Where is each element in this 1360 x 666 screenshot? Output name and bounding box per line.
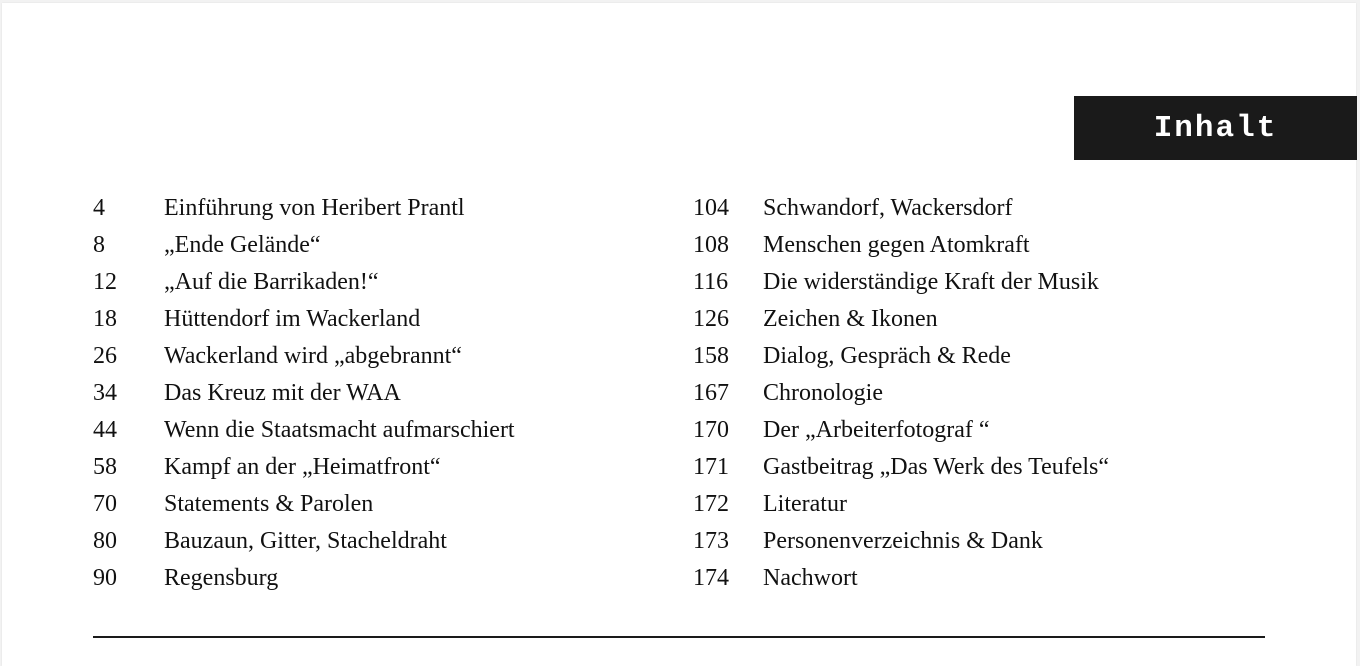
toc-page-number: 12 <box>93 269 117 295</box>
toc-entry <box>93 486 653 523</box>
toc-entry-title: Gastbeitrag „Das Werk des Teufels“ <box>763 454 1110 480</box>
toc-entry <box>93 264 653 301</box>
toc-entry <box>93 301 653 338</box>
toc-entry-title: Hüttendorf im Wackerland <box>164 306 421 332</box>
toc-entry-title: Zeichen & Ikonen <box>763 306 938 332</box>
toc-entry-title: Bauzaun, Gitter, Stacheldraht <box>164 528 447 554</box>
toc-page-number: 171 <box>693 454 729 480</box>
toc-page-number: 90 <box>93 565 117 591</box>
page-title: Inhalt <box>1153 110 1278 146</box>
toc-entry-title: Menschen gegen Atomkraft <box>763 232 1030 258</box>
toc-entry-title: Schwandorf, Wackersdorf <box>763 195 1013 221</box>
toc-page-number: 170 <box>693 417 729 443</box>
toc-column-left <box>93 190 653 597</box>
toc-entry-title: Der „Arbeiterfotograf “ <box>763 417 990 443</box>
toc-page-number: 158 <box>693 343 729 369</box>
toc-entry <box>693 338 1253 375</box>
toc-page-number: 8 <box>93 232 105 258</box>
toc-page-number: 116 <box>693 269 729 295</box>
toc-page-number: 167 <box>693 380 729 406</box>
toc-entry <box>93 523 653 560</box>
toc-page-number: 58 <box>93 454 117 480</box>
toc-entry <box>93 227 653 264</box>
toc-entry <box>693 523 1253 560</box>
toc-entry <box>693 412 1253 449</box>
toc-page-number: 44 <box>93 417 117 443</box>
toc-entry-title: „Ende Gelände“ <box>164 232 321 258</box>
toc-entry <box>93 190 653 227</box>
toc-entry-title: Kampf an der „Heimatfront“ <box>164 454 441 480</box>
toc-entry-title: Chronologie <box>763 380 883 406</box>
toc-entry <box>93 449 653 486</box>
toc-entry <box>693 560 1253 597</box>
toc-entry-title: Wenn die Staatsmacht aufmarschiert <box>164 417 515 443</box>
toc-page-number: 34 <box>93 380 117 406</box>
toc-page-number: 126 <box>693 306 729 332</box>
toc-entry <box>93 338 653 375</box>
toc-page-number: 104 <box>693 195 729 221</box>
toc-entry <box>693 227 1253 264</box>
toc-entry-title: Literatur <box>763 491 847 517</box>
contents-title-bar <box>1074 96 1357 160</box>
toc-page-number: 80 <box>93 528 117 554</box>
toc-page-number: 173 <box>693 528 729 554</box>
toc-entry <box>693 375 1253 412</box>
toc-entry <box>93 560 653 597</box>
bottom-divider <box>93 636 1265 638</box>
toc-page-number: 70 <box>93 491 117 517</box>
toc-entry-title: Nachwort <box>763 565 858 591</box>
toc-entry <box>693 449 1253 486</box>
toc-entry <box>93 375 653 412</box>
toc-entry-title: Statements & Parolen <box>164 491 374 517</box>
toc-page-number: 26 <box>93 343 117 369</box>
toc-page-number: 172 <box>693 491 729 517</box>
toc-entry-title: Personenverzeichnis & Dank <box>763 528 1043 554</box>
toc-page-number: 4 <box>93 195 105 221</box>
toc-page-number: 108 <box>693 232 729 258</box>
toc-entry <box>693 190 1253 227</box>
toc-entry-title: „Auf die Barrikaden!“ <box>164 269 379 295</box>
toc-entry <box>693 486 1253 523</box>
toc-entry <box>693 264 1253 301</box>
toc-entry <box>693 301 1253 338</box>
toc-page-number: 174 <box>693 565 729 591</box>
toc-entry-title: Regensburg <box>164 565 279 591</box>
toc-page-number: 18 <box>93 306 117 332</box>
toc-column-right <box>693 190 1253 597</box>
toc-entry-title: Wackerland wird „abgebrannt“ <box>164 343 462 369</box>
toc-entry-title: Das Kreuz mit der WAA <box>164 380 401 406</box>
toc-entry <box>93 412 653 449</box>
toc-entry-title: Dialog, Gespräch & Rede <box>763 343 1011 369</box>
toc-entry-title: Die widerständige Kraft der Musik <box>763 269 1099 295</box>
toc-entry-title: Einführung von Heribert Prantl <box>164 195 465 221</box>
